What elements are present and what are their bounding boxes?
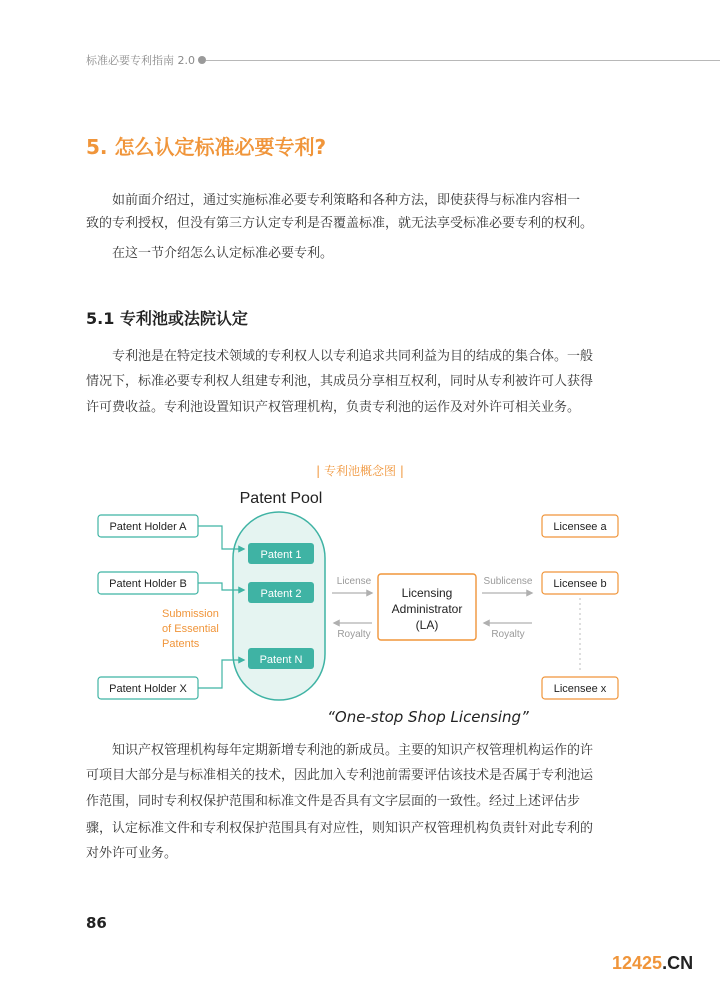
holder-label-b: Patent Holder B bbox=[109, 578, 187, 590]
administrator-line-3: (LA) bbox=[415, 618, 439, 632]
licensee-label-x: Licensee x bbox=[553, 683, 607, 695]
pool-label: Patent Pool bbox=[239, 490, 323, 507]
patent-label-n: Patent N bbox=[259, 654, 303, 666]
royalty-left-label: Royalty bbox=[337, 629, 371, 640]
sub-line-1: 专利池是在特定技术领域的专利权人以专利追求共同利益为目的结成的集合体。一般 bbox=[112, 349, 594, 364]
watermark-part-1: 12425 bbox=[612, 953, 663, 973]
intro-line-1: 如前面介绍过，通过实施标准必要专利策略和各种方法，即使获得与标准内容相一 bbox=[112, 193, 581, 208]
holder-label-a: Patent Holder A bbox=[109, 521, 187, 533]
body-line-4: 骤，认定标准文件和专利权保护范围具有对应性，则知识产权管理机构负责针对此专利的 bbox=[86, 821, 594, 836]
page-number: 86 bbox=[86, 914, 107, 932]
pool-capsule bbox=[233, 512, 325, 700]
administrator-line-2: Administrator bbox=[391, 602, 463, 616]
royalty-right-label: Royalty bbox=[491, 629, 525, 640]
sub-line-2: 情况下，标准必要专利权人组建专利池，其成员分享相互权利，同时从专利被许可人获得 bbox=[86, 374, 594, 389]
body-line-2: 可项目大部分是与标准相关的技术，因此加入专利池前需要评估该技术是否属于专利池运 bbox=[86, 768, 594, 783]
header-rule bbox=[206, 60, 720, 61]
patent-label-2: Patent 2 bbox=[260, 588, 302, 600]
holder-label-x: Patent Holder X bbox=[109, 683, 187, 695]
body-line-5: 对外许可业务。 bbox=[86, 846, 178, 861]
watermark-part-2: .CN bbox=[662, 953, 694, 973]
intro-line-3: 在这一节介绍怎么认定标准必要专利。 bbox=[112, 246, 334, 261]
license-label: License bbox=[336, 576, 372, 587]
intro-line-2: 致的专利授权，但没有第三方认定专利是否覆盖标准，就无法享受标准必要专利的权利。 bbox=[86, 216, 594, 231]
figure-tagline: “One-stop Shop Licensing” bbox=[327, 708, 529, 726]
section-heading: 5. 怎么认定标准必要专利? bbox=[86, 135, 327, 159]
body-line-1: 知识产权管理机构每年定期新增专利池的新成员。主要的知识产权管理机构运作的许 bbox=[112, 743, 594, 758]
licensee-label-a: Licensee a bbox=[553, 521, 607, 533]
administrator-line-1: Licensing bbox=[401, 586, 453, 600]
body-line-3: 作范围，同时专利权保护范围和标准文件是否具有文字层面的一致性。经过上述评估步 bbox=[86, 794, 581, 809]
licensee-label-b: Licensee b bbox=[553, 578, 607, 590]
watermark bbox=[612, 953, 693, 974]
sublicense-label: Sublicense bbox=[483, 576, 533, 587]
figure-title: | 专利池概念图 | bbox=[316, 464, 404, 478]
header-dot bbox=[198, 56, 206, 64]
submission-line-2: of Essential bbox=[162, 623, 219, 635]
patent-label-1: Patent 1 bbox=[260, 549, 302, 561]
submission-line-3: Patents bbox=[162, 638, 200, 650]
running-header: 标准必要专利指南 2.0 bbox=[86, 54, 195, 67]
patent-pool-diagram bbox=[0, 480, 720, 710]
submission-line-1: Submission bbox=[162, 608, 219, 620]
sub-line-3: 许可费收益。专利池设置知识产权管理机构，负责专利池的运作及对外许可相关业务。 bbox=[86, 400, 581, 415]
subsection-heading: 5.1 专利池或法院认定 bbox=[86, 309, 248, 328]
